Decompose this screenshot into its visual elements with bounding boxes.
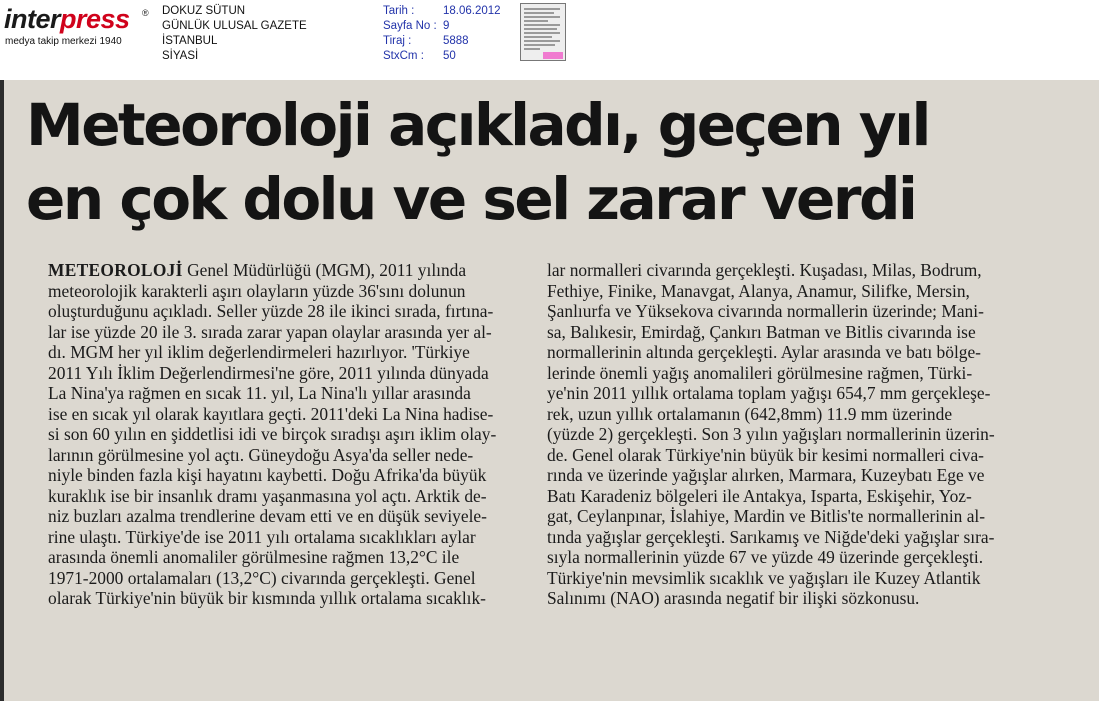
body-line: (yüzde 2) gerçekleşti. Son 3 yılın yağışları normallerinin üzerin- — [547, 424, 995, 444]
page-thumbnail[interactable] — [520, 3, 566, 61]
body-line: gat, Ceylanpınar, İslahiye, Mardin ve Bitlis'te normallerinin al- — [547, 506, 986, 526]
body-line: ise en sıcak yıl olarak kayıtlara geçti. 2011'deki La Nina hadise- — [48, 403, 494, 424]
body-line: Batı Karadeniz bölgeleri ile Antakya, Isparta, Eskişehir, Yoz- — [547, 485, 972, 506]
publication-type: GÜNLÜK ULUSAL GAZETE — [162, 20, 307, 32]
body-line: Salınımı (NAO) arasında negatif bir ilişki sözkonusu. — [547, 588, 920, 608]
article-column-1 — [48, 260, 528, 609]
body-line: La Nina'ya rağmen en sıcak 11. yıl, La Nina'lı yıllar arasında — [48, 383, 471, 403]
body-line: niz buzları azalma trendlerine devam etti ve en düşük seviyele- — [48, 506, 487, 526]
meta-date — [383, 4, 501, 19]
headline-line: en çok dolu ve sel zarar verdi — [26, 165, 916, 233]
body-line: 1971-2000 ortalamaları (13,2°C) civarında gerçekleşti. Genel — [48, 567, 476, 588]
body-line: rek, uzun yıllık ortalamanın (642,8mm) 11.9 mm üzerinde — [547, 403, 953, 424]
meta-label: Sayfa No : — [383, 20, 437, 32]
meta-value: 9 — [443, 20, 450, 32]
body-line: kuraklık ise bir insanlık dramı yaşanmasına yol açtı. Arktik de- — [48, 485, 487, 506]
lead-line-rest: Genel Müdürlüğü (MGM), 2011 yılında — [182, 260, 467, 280]
meta-value: 50 — [443, 50, 456, 62]
meta-stxcm — [383, 49, 501, 64]
body-line: si son 60 yılın en şiddetlisi idi ve birçok sıradışı aşırı iklim olay- — [48, 424, 497, 444]
body-line: rine ulaştı. Türkiye'de ise 2011 yılı ortalama sıcaklıkları aylar — [48, 526, 476, 547]
logo-wordmark — [4, 4, 130, 34]
body-line: Türkiye'nin mevsimlik sıcaklık ve yağışları ile Kuzey Atlantik — [547, 567, 981, 588]
logo-word-press: press — [60, 4, 130, 34]
interpress-logo — [4, 4, 154, 52]
body-line: rında ve üzerinde yağışlar alırken, Marmara, Kuzeybatı Ege ve — [547, 465, 985, 485]
body-line: Şanlıurfa ve Yüksekova civarında normallerin üzerinde; Mani- — [547, 301, 984, 321]
article-column-2 — [547, 260, 1027, 609]
meta-page-number — [383, 19, 501, 34]
body-line: ye'nin 2011 yıllık ortalama toplam yağışı 654,7 mm gerçekleşe- — [547, 383, 991, 403]
meta-label: Tiraj : — [383, 35, 412, 47]
publication-info — [162, 4, 307, 64]
meta-value: 5888 — [443, 35, 469, 47]
body-line: lerinde önemli yağış anomalileri görülmesine rağmen, Türki- — [547, 362, 973, 383]
publication-city: İSTANBUL — [162, 35, 218, 47]
body-line: lar ise yüzde 20 ile 3. sırada zarar yapan olaylar arasında yer al- — [48, 321, 492, 342]
body-line: 2011 Yılı İklim Değerlendirmesi'ne göre, 2011 yılında dünyada — [48, 362, 489, 383]
body-line: Fethiye, Finike, Manavgat, Alanya, Anamur, Silifke, Mersin, — [547, 280, 970, 301]
article-headline — [26, 88, 929, 236]
logo-word-inter: inter — [4, 4, 61, 34]
meta-label: Tarih : — [383, 5, 415, 17]
registered-mark: ® — [142, 8, 149, 18]
meta-label: StxCm : — [383, 50, 424, 62]
body-line: sıyla normallerinin yüzde 67 ve yüzde 49 üzerinde gerçekleşti. — [547, 547, 984, 567]
clipping-metadata — [383, 4, 501, 64]
article-location-highlight — [543, 52, 563, 59]
body-line: tında yağışlar gerçekleşti. Sarıkamış ve Niğde'deki yağışlar sıra- — [547, 526, 995, 547]
body-line: oluşturduğunu açıkladı. Seller yüzde 28 ile ikinci sırada, fırtına- — [48, 301, 494, 321]
body-line: normallerinin altında gerçekleşti. Aylar arasında ve batı bölge- — [547, 342, 981, 362]
body-line: niyle binden fazla kişi hayatını kaybetti. Doğu Afrika'da büyük — [48, 465, 487, 485]
body-line: larının görülmesine yol açtı. Güneydoğu Asya'da seller nede- — [48, 444, 474, 465]
body-line: dı. MGM her yıl iklim değerlendirmeleri hazırlıyor. 'Türkiye — [48, 342, 470, 362]
clipping-header — [0, 0, 1099, 80]
meta-value: 18.06.2012 — [443, 5, 501, 17]
body-line — [48, 260, 528, 281]
body-line: sa, Balıkesir, Emirdağ, Çankırı Batman ve Bitlis civarında ise — [547, 321, 976, 342]
body-line: de. Genel olarak Türkiye'nin büyük bir kesimi normalleri civa- — [547, 444, 984, 465]
logo-tagline: medya takip merkezi 1940 — [5, 36, 122, 47]
body-line: olarak Türkiye'nin büyük bir kısmında yıllık ortalama sıcaklık- — [48, 588, 486, 608]
meta-circulation — [383, 34, 501, 49]
body-line: arasında önemli anomaliler görülmesine rağmen 13,2°C ile — [48, 547, 460, 567]
body-line: meteorolojik karakterli aşırı olayların yüzde 36'sını dolunun — [48, 280, 466, 301]
publication-name: DOKUZ SÜTUN — [162, 5, 246, 17]
lead-word: METEOROLOJİ — [48, 260, 183, 280]
headline-line: Meteoroloji açıkladı, geçen yıl — [26, 91, 929, 159]
body-line: lar normalleri civarında gerçekleşti. Kuşadası, Milas, Bodrum, — [547, 260, 982, 280]
newspaper-clipping — [0, 80, 1099, 701]
publication-section: SİYASİ — [162, 50, 199, 62]
